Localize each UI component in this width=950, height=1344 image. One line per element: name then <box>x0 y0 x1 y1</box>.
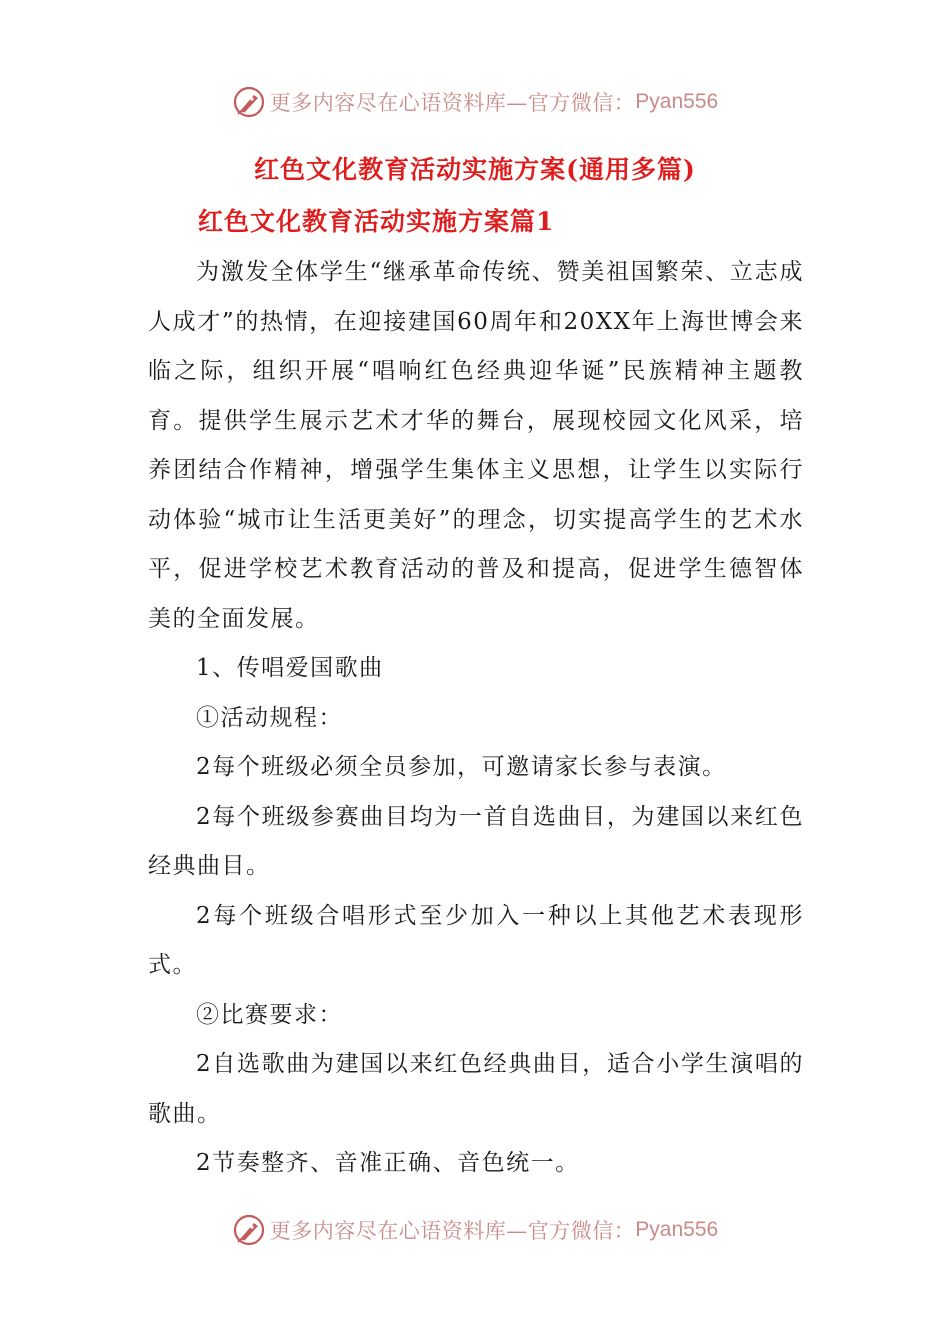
pen-nib-logo-icon <box>232 1213 266 1247</box>
paragraph-requirement-1: 2自选歌曲为建国以来红色经典曲目，适合小学生演唱的歌曲。 <box>148 1051 804 1127</box>
footer-banner <box>0 1210 950 1250</box>
document-body <box>148 248 804 1189</box>
paragraph-requirement-2: 2节奏整齐、音准正确、音色统一。 <box>196 1150 580 1176</box>
paragraph-rule-1: 2每个班级必须全员参加，可邀请家长参与表演。 <box>196 754 727 780</box>
document-title: 红色文化教育活动实施方案(通用多篇) <box>254 155 696 184</box>
banner-brand-text: 更多内容尽在心语资料库—官方微信： <box>269 91 636 115</box>
paragraph-heading-1: 1、传唱爱国歌曲 <box>196 655 384 681</box>
paragraph-intro: 为激发全体学生“继承革命传统、赞美祖国繁荣、立志成人成才”的热情，在迎接建国60周年和20XX年上海世博会来临之际，组织开展“唱响红色经典迎华诞”民族精神主题教育。提供学生展示艺术才华的舞台，展现校园文化风采，培养团结合作精神，增强学生集体主义思想，让学生以实际行动体验“城市让生活更美好”的理念，切实提高学生的艺术水平，促进学校艺术教育活动的普及和提高，促进学生德智体美的全面发展。 <box>148 259 804 632</box>
banner-wechat-id: Pyan556 <box>635 1218 719 1241</box>
paragraph-rule-2: 2每个班级参赛曲目均为一首自选曲目，为建国以来红色经典曲目。 <box>148 803 804 879</box>
paragraph-subheading-rules: ①活动规程： <box>196 704 343 731</box>
section-title: 红色文化教育活动实施方案篇1 <box>198 207 555 236</box>
pen-nib-logo-icon <box>232 85 266 119</box>
banner-wechat-id: Pyan556 <box>635 90 719 113</box>
paragraph-subheading-requirements: ②比赛要求： <box>196 1001 343 1028</box>
banner-brand-text: 更多内容尽在心语资料库—官方微信： <box>269 1219 636 1243</box>
header-banner <box>0 82 950 122</box>
paragraph-rule-3: 2每个班级合唱形式至少加入一种以上其他艺术表现形式。 <box>148 902 804 978</box>
